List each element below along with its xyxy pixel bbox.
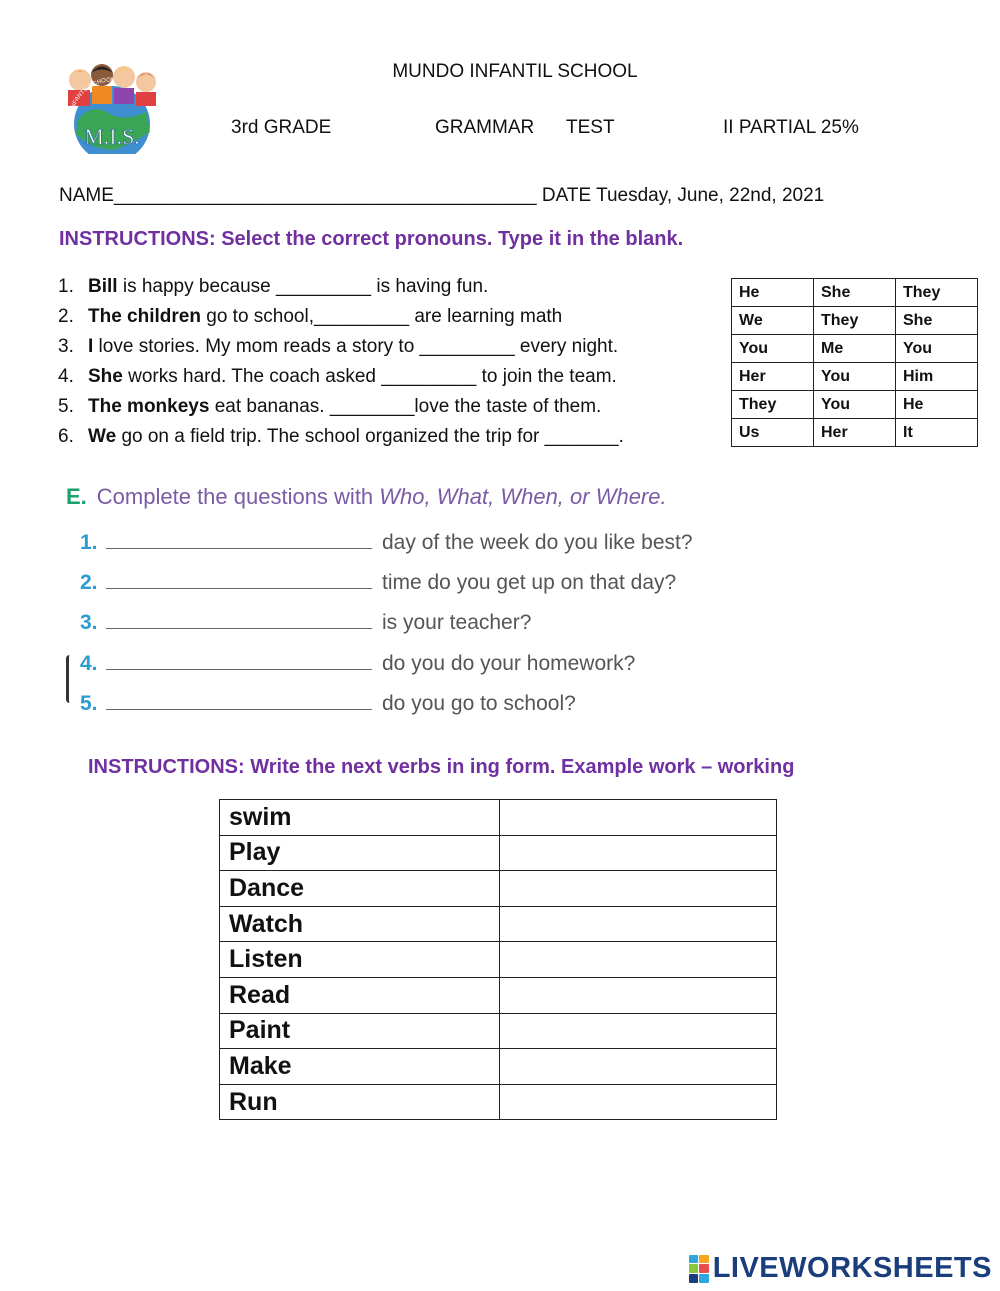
table-cell: They bbox=[896, 279, 978, 307]
answer-blank[interactable] bbox=[106, 691, 372, 710]
liveworksheets-brand[interactable] bbox=[689, 1252, 992, 1285]
instructions-pronouns: INSTRUCTIONS: Select the correct pronouns. Type it in the blank. bbox=[59, 228, 684, 250]
answer-blank[interactable] bbox=[106, 610, 372, 629]
answer-blank[interactable] bbox=[106, 651, 372, 670]
table-row bbox=[732, 307, 978, 335]
item-text[interactable]: go to school,_________ are learning math bbox=[200, 306, 563, 327]
table-row bbox=[732, 419, 978, 447]
question-text: do you go to school? bbox=[382, 692, 576, 715]
list-item bbox=[58, 272, 718, 302]
list-item bbox=[58, 302, 718, 332]
logo-ring-text: MUNDO INFANTIL SCHOOL bbox=[67, 77, 115, 136]
table-cell: She bbox=[896, 307, 978, 335]
section-e-words: Who, What, When, or Where. bbox=[379, 484, 667, 509]
item-subject: We bbox=[88, 426, 117, 447]
table-row bbox=[220, 1013, 777, 1049]
question-row bbox=[80, 691, 576, 716]
answer-cell[interactable] bbox=[500, 871, 777, 907]
verb-cell: Run bbox=[220, 1084, 500, 1120]
table-row bbox=[220, 835, 777, 871]
date-label: DATE Tuesday, June, 22nd, 2021 bbox=[541, 185, 825, 206]
verb-cell: Make bbox=[220, 1049, 500, 1085]
table-row bbox=[732, 363, 978, 391]
subject-label: GRAMMAR bbox=[435, 117, 535, 138]
school-name: MUNDO INFANTIL SCHOOL bbox=[392, 61, 638, 82]
verb-cell: Listen bbox=[220, 942, 500, 978]
item-text[interactable]: works hard. The coach asked _________ to join the team. bbox=[122, 366, 617, 387]
pronoun-questions bbox=[58, 272, 718, 452]
answer-cell[interactable] bbox=[500, 977, 777, 1013]
section-letter: E. bbox=[66, 484, 87, 509]
table-row bbox=[220, 1084, 777, 1120]
item-subject: She bbox=[88, 366, 123, 387]
list-item bbox=[58, 422, 718, 452]
table-cell: She bbox=[814, 279, 896, 307]
question-row bbox=[80, 570, 676, 595]
table-cell: They bbox=[732, 391, 814, 419]
item-subject: Bill bbox=[88, 276, 118, 297]
item-number: 2. bbox=[58, 306, 74, 327]
section-e-title bbox=[66, 484, 667, 510]
item-subject: The monkeys bbox=[88, 396, 210, 417]
pronoun-table bbox=[731, 278, 978, 447]
verbs-table bbox=[219, 799, 777, 1120]
question-text: do you do your homework? bbox=[382, 652, 636, 675]
table-cell: You bbox=[814, 391, 896, 419]
item-text[interactable]: eat bananas. ________love the taste of them. bbox=[209, 396, 602, 417]
table-row bbox=[220, 906, 777, 942]
table-cell: You bbox=[732, 335, 814, 363]
verb-cell: Dance bbox=[220, 871, 500, 907]
answer-blank[interactable] bbox=[106, 530, 372, 549]
question-text: day of the week do you like best? bbox=[382, 531, 693, 554]
question-number: 5. bbox=[80, 692, 98, 715]
item-number: 5. bbox=[58, 396, 74, 417]
question-number: 3. bbox=[80, 611, 98, 634]
answer-cell[interactable] bbox=[500, 942, 777, 978]
table-row bbox=[732, 391, 978, 419]
table-cell: Her bbox=[732, 363, 814, 391]
question-number: 1. bbox=[80, 531, 98, 554]
answer-blank[interactable] bbox=[106, 570, 372, 589]
table-cell: Me bbox=[814, 335, 896, 363]
test-label: TEST bbox=[566, 117, 615, 138]
item-number: 1. bbox=[58, 276, 74, 297]
table-row bbox=[220, 871, 777, 907]
item-subject: The children bbox=[88, 306, 201, 327]
table-row bbox=[220, 1049, 777, 1085]
name-blank[interactable]: ________________________________________ bbox=[113, 185, 537, 206]
answer-cell[interactable] bbox=[500, 835, 777, 871]
table-row bbox=[220, 942, 777, 978]
answer-cell[interactable] bbox=[500, 1049, 777, 1085]
name-date-line bbox=[59, 185, 824, 207]
partial-label: II PARTIAL 25% bbox=[723, 117, 859, 138]
question-number: 4. bbox=[80, 652, 98, 675]
question-text: is your teacher? bbox=[382, 611, 532, 634]
table-cell: Him bbox=[896, 363, 978, 391]
item-text[interactable]: is happy because _________ is having fun. bbox=[117, 276, 489, 297]
answer-cell[interactable] bbox=[500, 800, 777, 836]
logo-text: M.I.S. bbox=[84, 124, 140, 149]
item-number: 6. bbox=[58, 426, 74, 447]
item-text[interactable]: go on a field trip. The school organized the trip for _______. bbox=[116, 426, 624, 447]
list-item bbox=[58, 332, 718, 362]
answer-cell[interactable] bbox=[500, 1013, 777, 1049]
table-row bbox=[220, 800, 777, 836]
answer-cell[interactable] bbox=[500, 906, 777, 942]
list-item bbox=[58, 362, 718, 392]
table-cell: They bbox=[814, 307, 896, 335]
verb-cell: Watch bbox=[220, 906, 500, 942]
question-row bbox=[80, 610, 531, 635]
table-cell: Her bbox=[814, 419, 896, 447]
instructions-ing: INSTRUCTIONS: Write the next verbs in ing form. Example work – working bbox=[88, 756, 795, 778]
question-row bbox=[80, 530, 693, 555]
item-text[interactable]: love stories. My mom reads a story to _________ every night. bbox=[93, 336, 619, 357]
table-cell: We bbox=[732, 307, 814, 335]
name-label: NAME bbox=[59, 185, 114, 206]
item-number: 3. bbox=[58, 336, 74, 357]
liveworksheets-logo-icon bbox=[689, 1255, 709, 1283]
question-row bbox=[80, 651, 635, 676]
item-subject: I bbox=[88, 336, 94, 357]
brand-text: LIVEWORKSHEETS bbox=[712, 1252, 992, 1284]
grade-label: 3rd GRADE bbox=[231, 117, 332, 138]
verb-cell: swim bbox=[220, 800, 500, 836]
answer-cell[interactable] bbox=[500, 1084, 777, 1120]
question-number: 2. bbox=[80, 571, 98, 594]
section-e-title-text: Complete the questions with bbox=[96, 484, 380, 509]
verb-cell: Paint bbox=[220, 1013, 500, 1049]
item-number: 4. bbox=[58, 366, 74, 387]
question-text: time do you get up on that day? bbox=[382, 571, 677, 594]
table-cell: You bbox=[814, 363, 896, 391]
table-cell: He bbox=[732, 279, 814, 307]
table-cell: Us bbox=[732, 419, 814, 447]
table-row bbox=[732, 335, 978, 363]
verb-cell: Read bbox=[220, 977, 500, 1013]
verb-cell: Play bbox=[220, 835, 500, 871]
table-row bbox=[220, 977, 777, 1013]
list-item bbox=[58, 392, 718, 422]
table-cell: You bbox=[896, 335, 978, 363]
table-row bbox=[732, 279, 978, 307]
table-cell: It bbox=[896, 419, 978, 447]
side-brace bbox=[66, 655, 73, 703]
table-cell: He bbox=[896, 391, 978, 419]
